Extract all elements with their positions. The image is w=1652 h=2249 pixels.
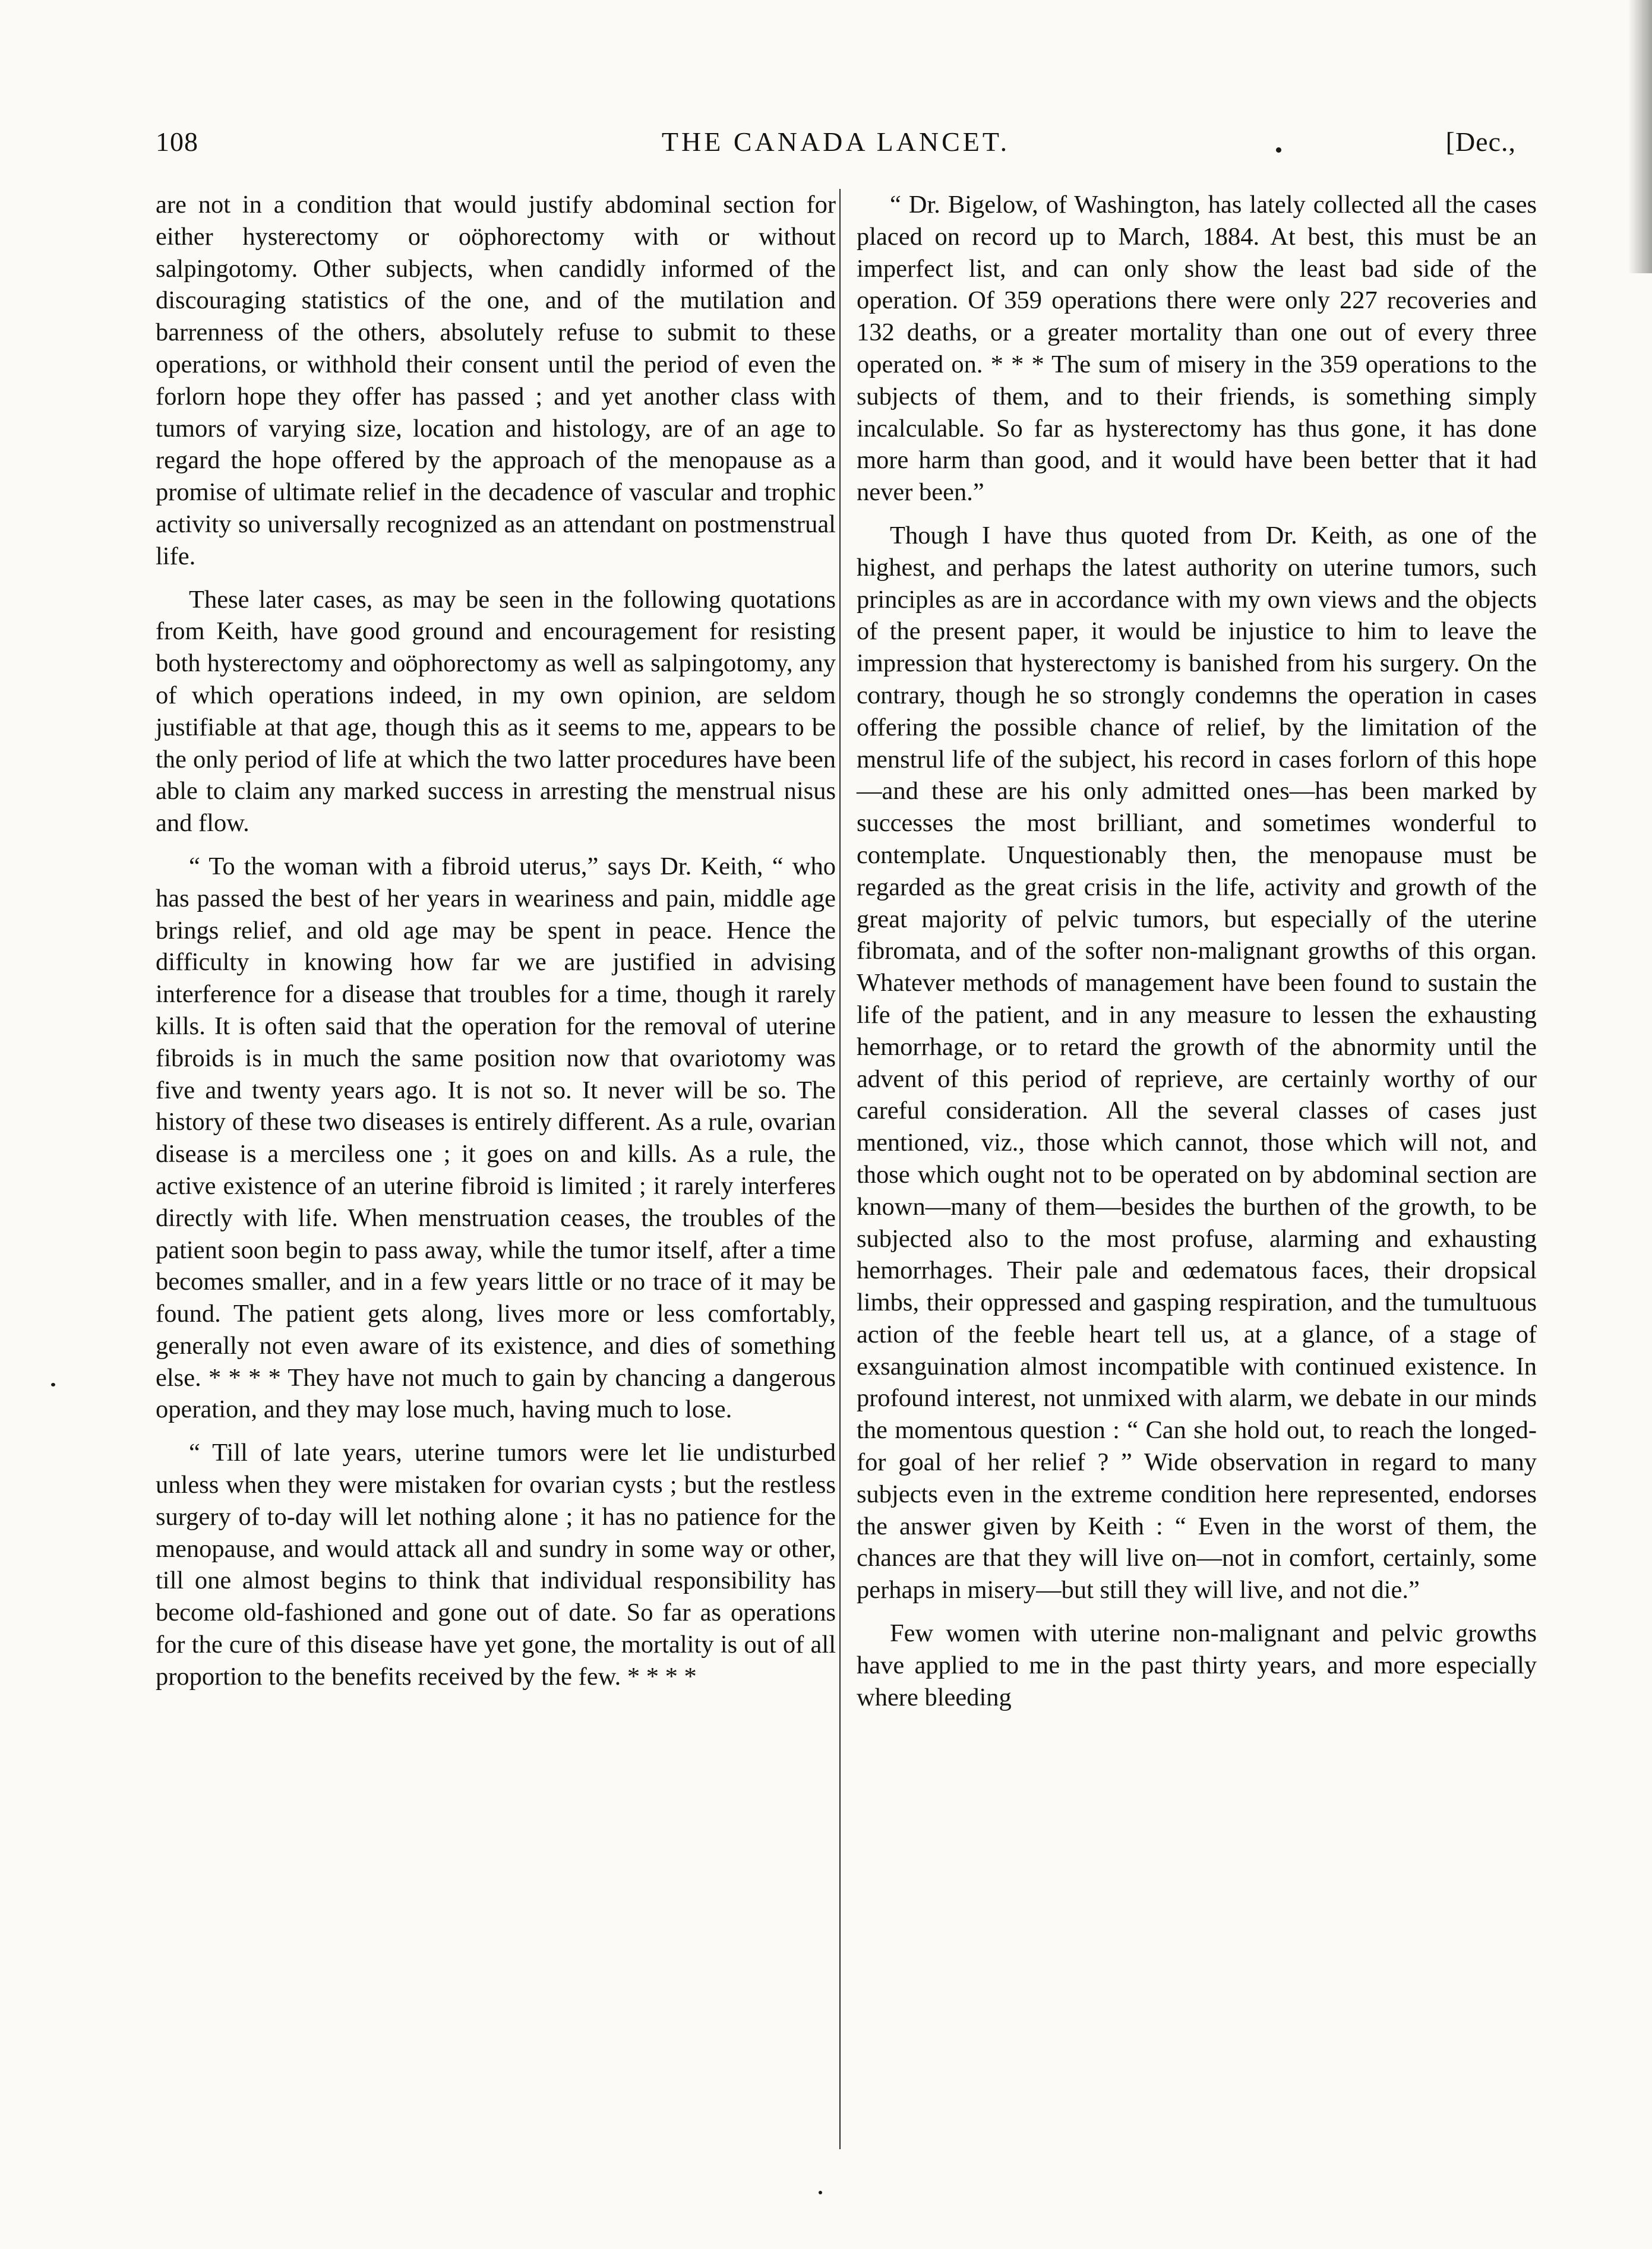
print-speck bbox=[1276, 147, 1281, 153]
paragraph: “ Dr. Bigelow, of Washington, has lately collected all the cases placed on record up to March, 1884. At best, this must be an imperfect list, and can only show the least bad side of the operation. Of 359 operations there were only 227 recoveries and 132 deaths, or a greater mortality than one out of every three operated on. * * * The sum of misery in the 359 operations to the subjects of them, and to their friends, is something simply incalculable. So far as hysterectomy has thus gone, it has done more harm than good, and it would have been better that it had never been.” bbox=[857, 191, 1537, 507]
paragraph: “ Till of late years, uterine tumors were let lie undisturbed unless when they were mistaken for ovarian cysts ; but the restless surgery of to-day will let nothing alone ; it has no patience for the menopause, and would attack all and sundry in some way or other, till one almost begins to think that individual responsibility has become old-fashioned and gone out of date. So far as operations for the cure of this disease have yet gone, the mortality is out of all proportion to the benefits received by the few. * * * * bbox=[156, 1439, 836, 1691]
running-header bbox=[156, 126, 1516, 162]
left-column bbox=[156, 189, 836, 1704]
paragraph: are not in a condition that would justify abdominal section for either hysterectomy or oöphorectomy with or without salpingotomy. Other subjects, when candidly informed of the discouraging statistics of the one, and of the mutilation and barrenness of the others, absolutely refuse to submit to these operations, or withhold their consent until the period of even the forlorn hope they offer has passed ; and yet another class with tumors of varying size, location and histology, are of an age to regard the hope offered by the approach of the menopause as a promise of ultimate relief in the decadence of vascular and trophic activity so universally recognized as an attendant on postmenstrual life. bbox=[156, 191, 836, 570]
right-column bbox=[857, 189, 1537, 1724]
paragraph: Few women with uterine non-malignant and pelvic growths have applied to me in the past thirty years, and more especially where bleeding bbox=[857, 1619, 1537, 1711]
scan-edge-shadow bbox=[1628, 0, 1652, 273]
page-number: 108 bbox=[156, 127, 198, 157]
print-speck bbox=[819, 2191, 822, 2194]
paragraph: “ To the woman with a fibroid uterus,” says Dr. Keith, “ who has passed the best of her years in weariness and pain, middle age brings relief, and old age may be spent in peace. Hence the difficulty in knowing how far we are justified in advising interference for a disease that troubles for a time, though it rarely kills. It is often said that the operation for the removal of uterine fibroids is in much the same position now that ovariotomy was five and twenty years ago. It is not so. It never will be so. The history of these two diseases is entirely different. As a rule, ovarian disease is a merciless one ; it goes on and kills. As a rule, the active existence of an uterine fibroid is limited ; it rarely interferes directly with life. When menstruation ceases, the troubles of the patient soon begin to pass away, while the tumor itself, after a time becomes smaller, and in a few years little or no trace of it may be found. The patient gets along, lives more or less comfortably, generally not even aware of its existence, and dies of something else. * * * * They have not much to gain by chancing a dangerous operation, and they may lose much, having much to lose. bbox=[156, 852, 836, 1424]
journal-title: THE CANADA LANCET. bbox=[661, 127, 1010, 157]
issue-month: [Dec., bbox=[1445, 127, 1516, 157]
print-speck bbox=[51, 1383, 55, 1386]
paragraph: Though I have thus quoted from Dr. Keith, as one of the highest, and perhaps the latest authority on uterine tumors, such principles as are in accordance with my own views and the objects of the present paper, it would be injustice to him to leave the impression that hysterectomy is banished from his surgery. On the contrary, though he so strongly condemns the operation in cases offering the possible chance of relief, by the limitation of the menstrul life of the subject, his record in cases forlorn of this hope—and these are his only admitted ones—has been marked by successes the most brilliant, and sometimes wonderful to contemplate. Unquestionably then, the menopause must be regarded as the great crisis in the life, activity and growth of the great majority of pelvic tumors, but especially of the uterine fibromata, and of the softer non-malignant growths of this organ. Whatever methods of management have been found to sustain the life of the patient, and in any measure to lessen the exhausting hemorrhage, or to retard the growth of the abnormity until the advent of this period of reprieve, are certainly worthy of our careful consideration. All the several classes of cases just mentioned, viz., those which cannot, those which will not, and those which ought not to be operated on by abdominal section are known—many of them—besides the burthen of the growth, to be subjected also to the most profuse, alarming and exhausting hemorrhages. Their pale and œdematous faces, their dropsical limbs, their oppressed and gasping respiration, and the tumultuous action of the feeble heart tell us, at a glance, of a stage of exsanguination almost incompatible with continued existence. In profound interest, not unmixed with alarm, we debate in our minds the momentous question : “ Can she hold out, to reach the longed-for goal of her relief ? ” Wide observation in regard to many subjects even in the extreme condition here represented, endorses the answer given by Keith : “ Even in the worst of them, the chances are that they will live on—not in comfort, certainly, some perhaps in misery—but still they will live, and not die.” bbox=[857, 521, 1537, 1604]
paragraph: These later cases, as may be seen in the following quotations from Keith, have good ground and encouragement for resisting both hysterectomy and oöphorectomy as well as salpingotomy, any of which operations indeed, in my own opinion, are seldom justifiable at that age, though this as it seems to me, appears to be the only period of life at which the two latter procedures have been able to claim any marked success in arresting the menstrual nisus and flow. bbox=[156, 585, 836, 838]
column-divider bbox=[839, 189, 841, 2149]
